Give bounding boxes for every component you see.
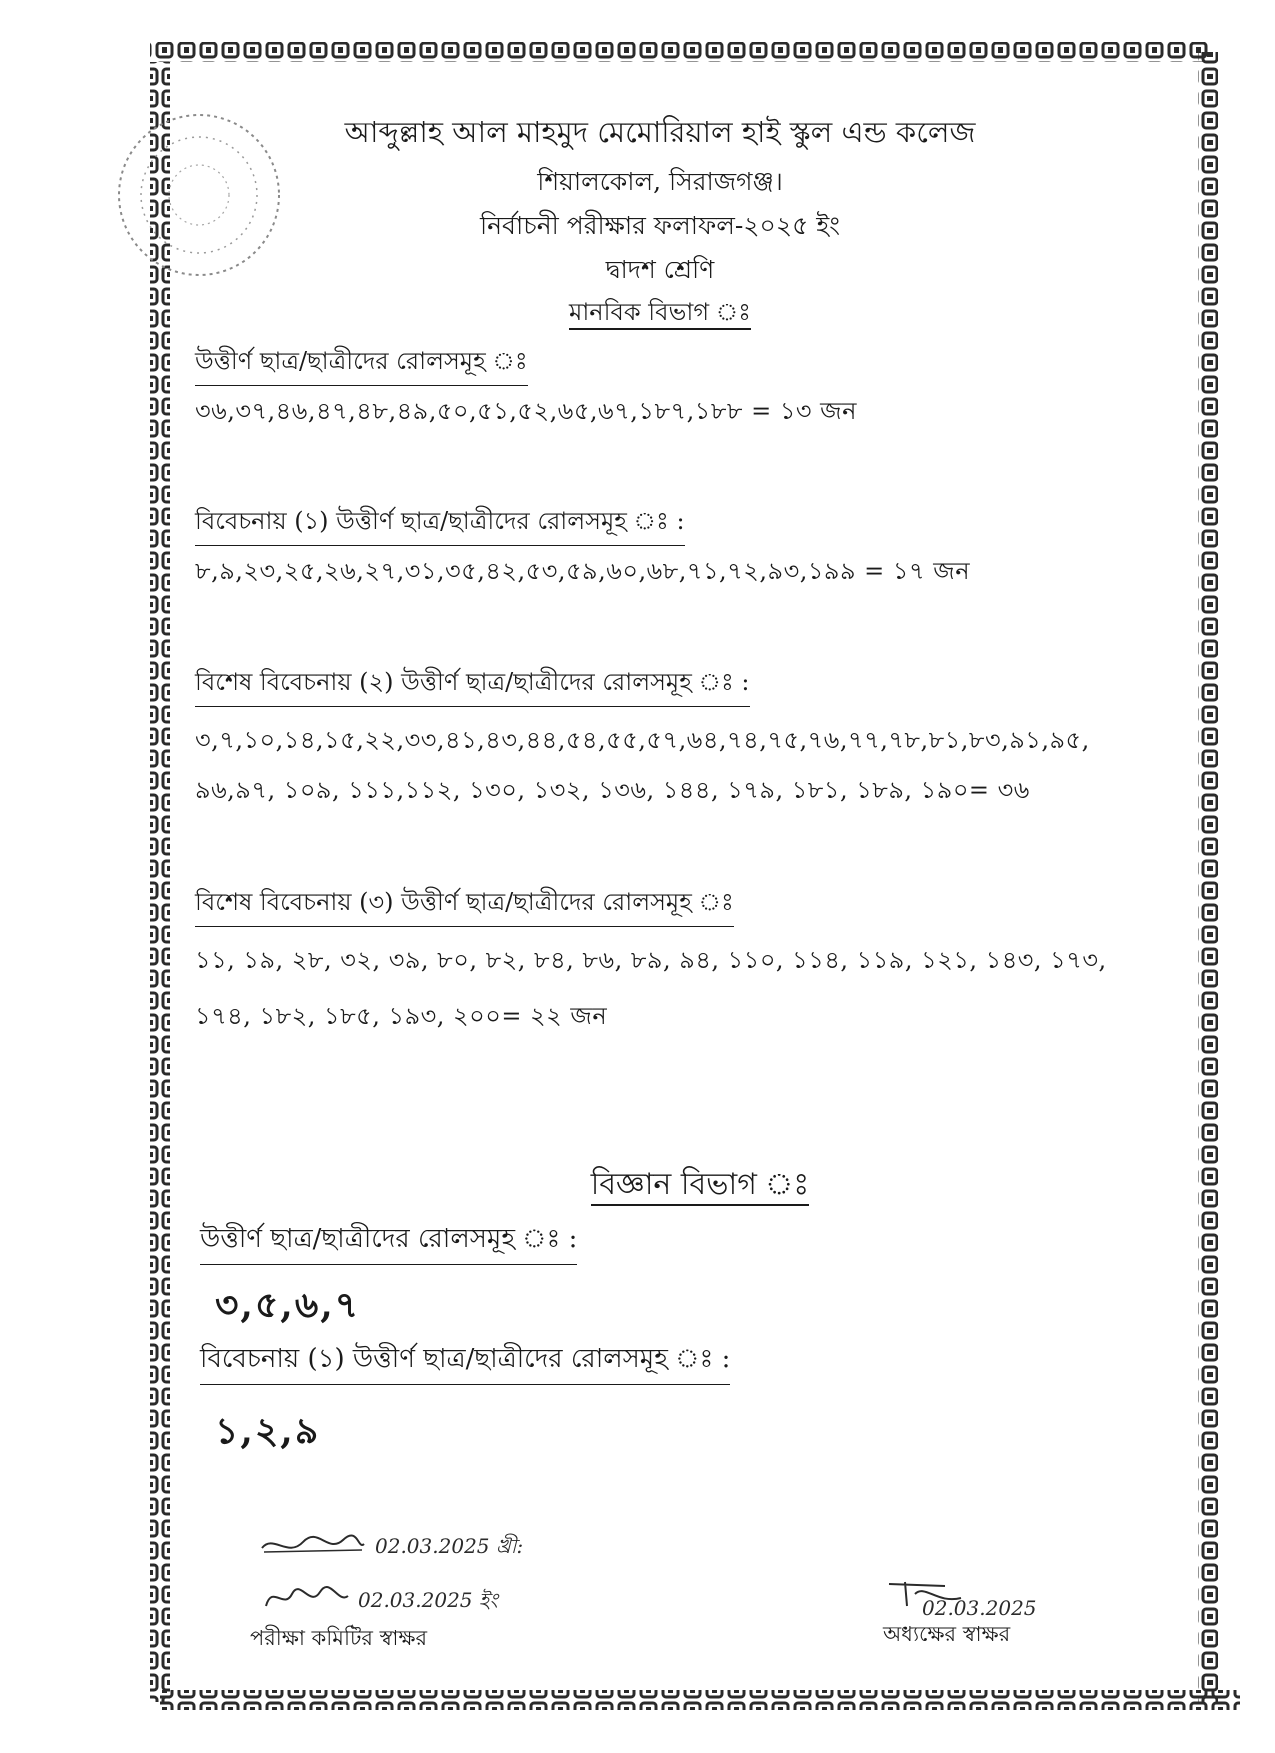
science-consider1-rolls: ১,২,৯ <box>215 1410 321 1452</box>
class-name: দ্বাদশ শ্রেণি <box>605 255 715 284</box>
science-passed-heading: উত্তীর্ণ ছাত্র/ছাত্রীদের রোলসমূহ ঃ : <box>200 1218 577 1265</box>
principal-date: 02.03.2025 <box>922 1596 1037 1620</box>
committee-signature-caption: পরীক্ষা কমিটির স্বাক্ষর <box>250 1626 428 1650</box>
committee-date-2: 02.03.2025 ইং <box>358 1588 498 1612</box>
committee-date-1: 02.03.2025 খ্রী: <box>375 1534 524 1558</box>
committee-signature-2 <box>262 1580 352 1614</box>
committee-signature-1 <box>258 1530 368 1560</box>
science-title: বিজ্ঞান বিভাগ ঃ <box>500 1160 900 1211</box>
humanities-special2-rolls-line1: ৩,৭,১০,১৪,১৫,২২,৩৩,৪১,৪৩,৪৪,৫৪,৫৫,৫৭,৬৪,৭৪,৭৫,৭৬,৭৭,৭৮,৮১,৮৩,৯১,৯৫, <box>195 726 1090 754</box>
humanities-special2-rolls-line2: ৯৬,৯৭, ১০৯, ১১১,১১২, ১৩০, ১৩২, ১৩৬, ১৪৪, ১৭৯, ১৮১, ১৮৯, ১৯০= ৩৬ <box>195 776 1030 804</box>
humanities-special3-rolls-line2: ১৭৪, ১৮২, ১৮৫, ১৯৩, ২০০= ২২ জন <box>195 1002 608 1030</box>
humanities-special3-heading: বিশেষ বিবেচনায় (৩) উত্তীর্ণ ছাত্র/ছাত্রীদের রোলসমূহ ঃ <box>195 884 734 927</box>
humanities-passed-heading: উত্তীর্ণ ছাত্র/ছাত্রীদের রোলসমূহ ঃ <box>195 343 528 386</box>
humanities-passed-rolls: ৩৬,৩৭,৪৬,৪৭,৪৮,৪৯,৫০,৫১,৫২,৬৫,৬৭,১৮৭,১৮৮ = ১৩ জন <box>195 397 857 425</box>
exam-title: নির্বাচনী পরীক্ষার ফলাফল-২০২৫ ইং <box>479 211 841 240</box>
humanities-title: মানবিক বিভাগ ঃ <box>250 294 1070 334</box>
humanities-special3-rolls-line1: ১১, ১৯, ২৮, ৩২, ৩৯, ৮০, ৮২, ৮৪, ৮৬, ৮৯, ৯৪, ১১০, ১১৪, ১১৯, ১২১, ১৪৩, ১৭৩, <box>195 946 1107 974</box>
science-passed-rolls: ৩,৫,৬,৭ <box>215 1284 361 1326</box>
principal-signature-caption: অধ্যক্ষের স্বাক্ষর <box>883 1622 1011 1646</box>
school-location: শিয়ালকোল, সিরাজগঞ্জ। <box>537 167 783 196</box>
science-consider1-heading: বিবেচনায় (১) উত্তীর্ণ ছাত্র/ছাত্রীদের রোলসমূহ ঃ : <box>200 1338 730 1385</box>
school-name: আব্দুল্লাহ আল মাহমুদ মেমোরিয়াল হাই স্কুল এন্ড কলেজ <box>344 115 976 149</box>
humanities-consider1-heading: বিবেচনায় (১) উত্তীর্ণ ছাত্র/ছাত্রীদের রোলসমূহ ঃ : <box>195 503 685 546</box>
humanities-consider1-rolls: ৮,৯,২৩,২৫,২৬,২৭,৩১,৩৫,৪২,৫৩,৫৯,৬০,৬৮,৭১,৭২,৯৩,১৯৯ = ১৭ জন <box>195 557 971 585</box>
humanities-special2-heading: বিশেষ বিবেচনায় (২) উত্তীর্ণ ছাত্র/ছাত্রীদের রোলসমূহ ঃ : <box>195 664 750 707</box>
